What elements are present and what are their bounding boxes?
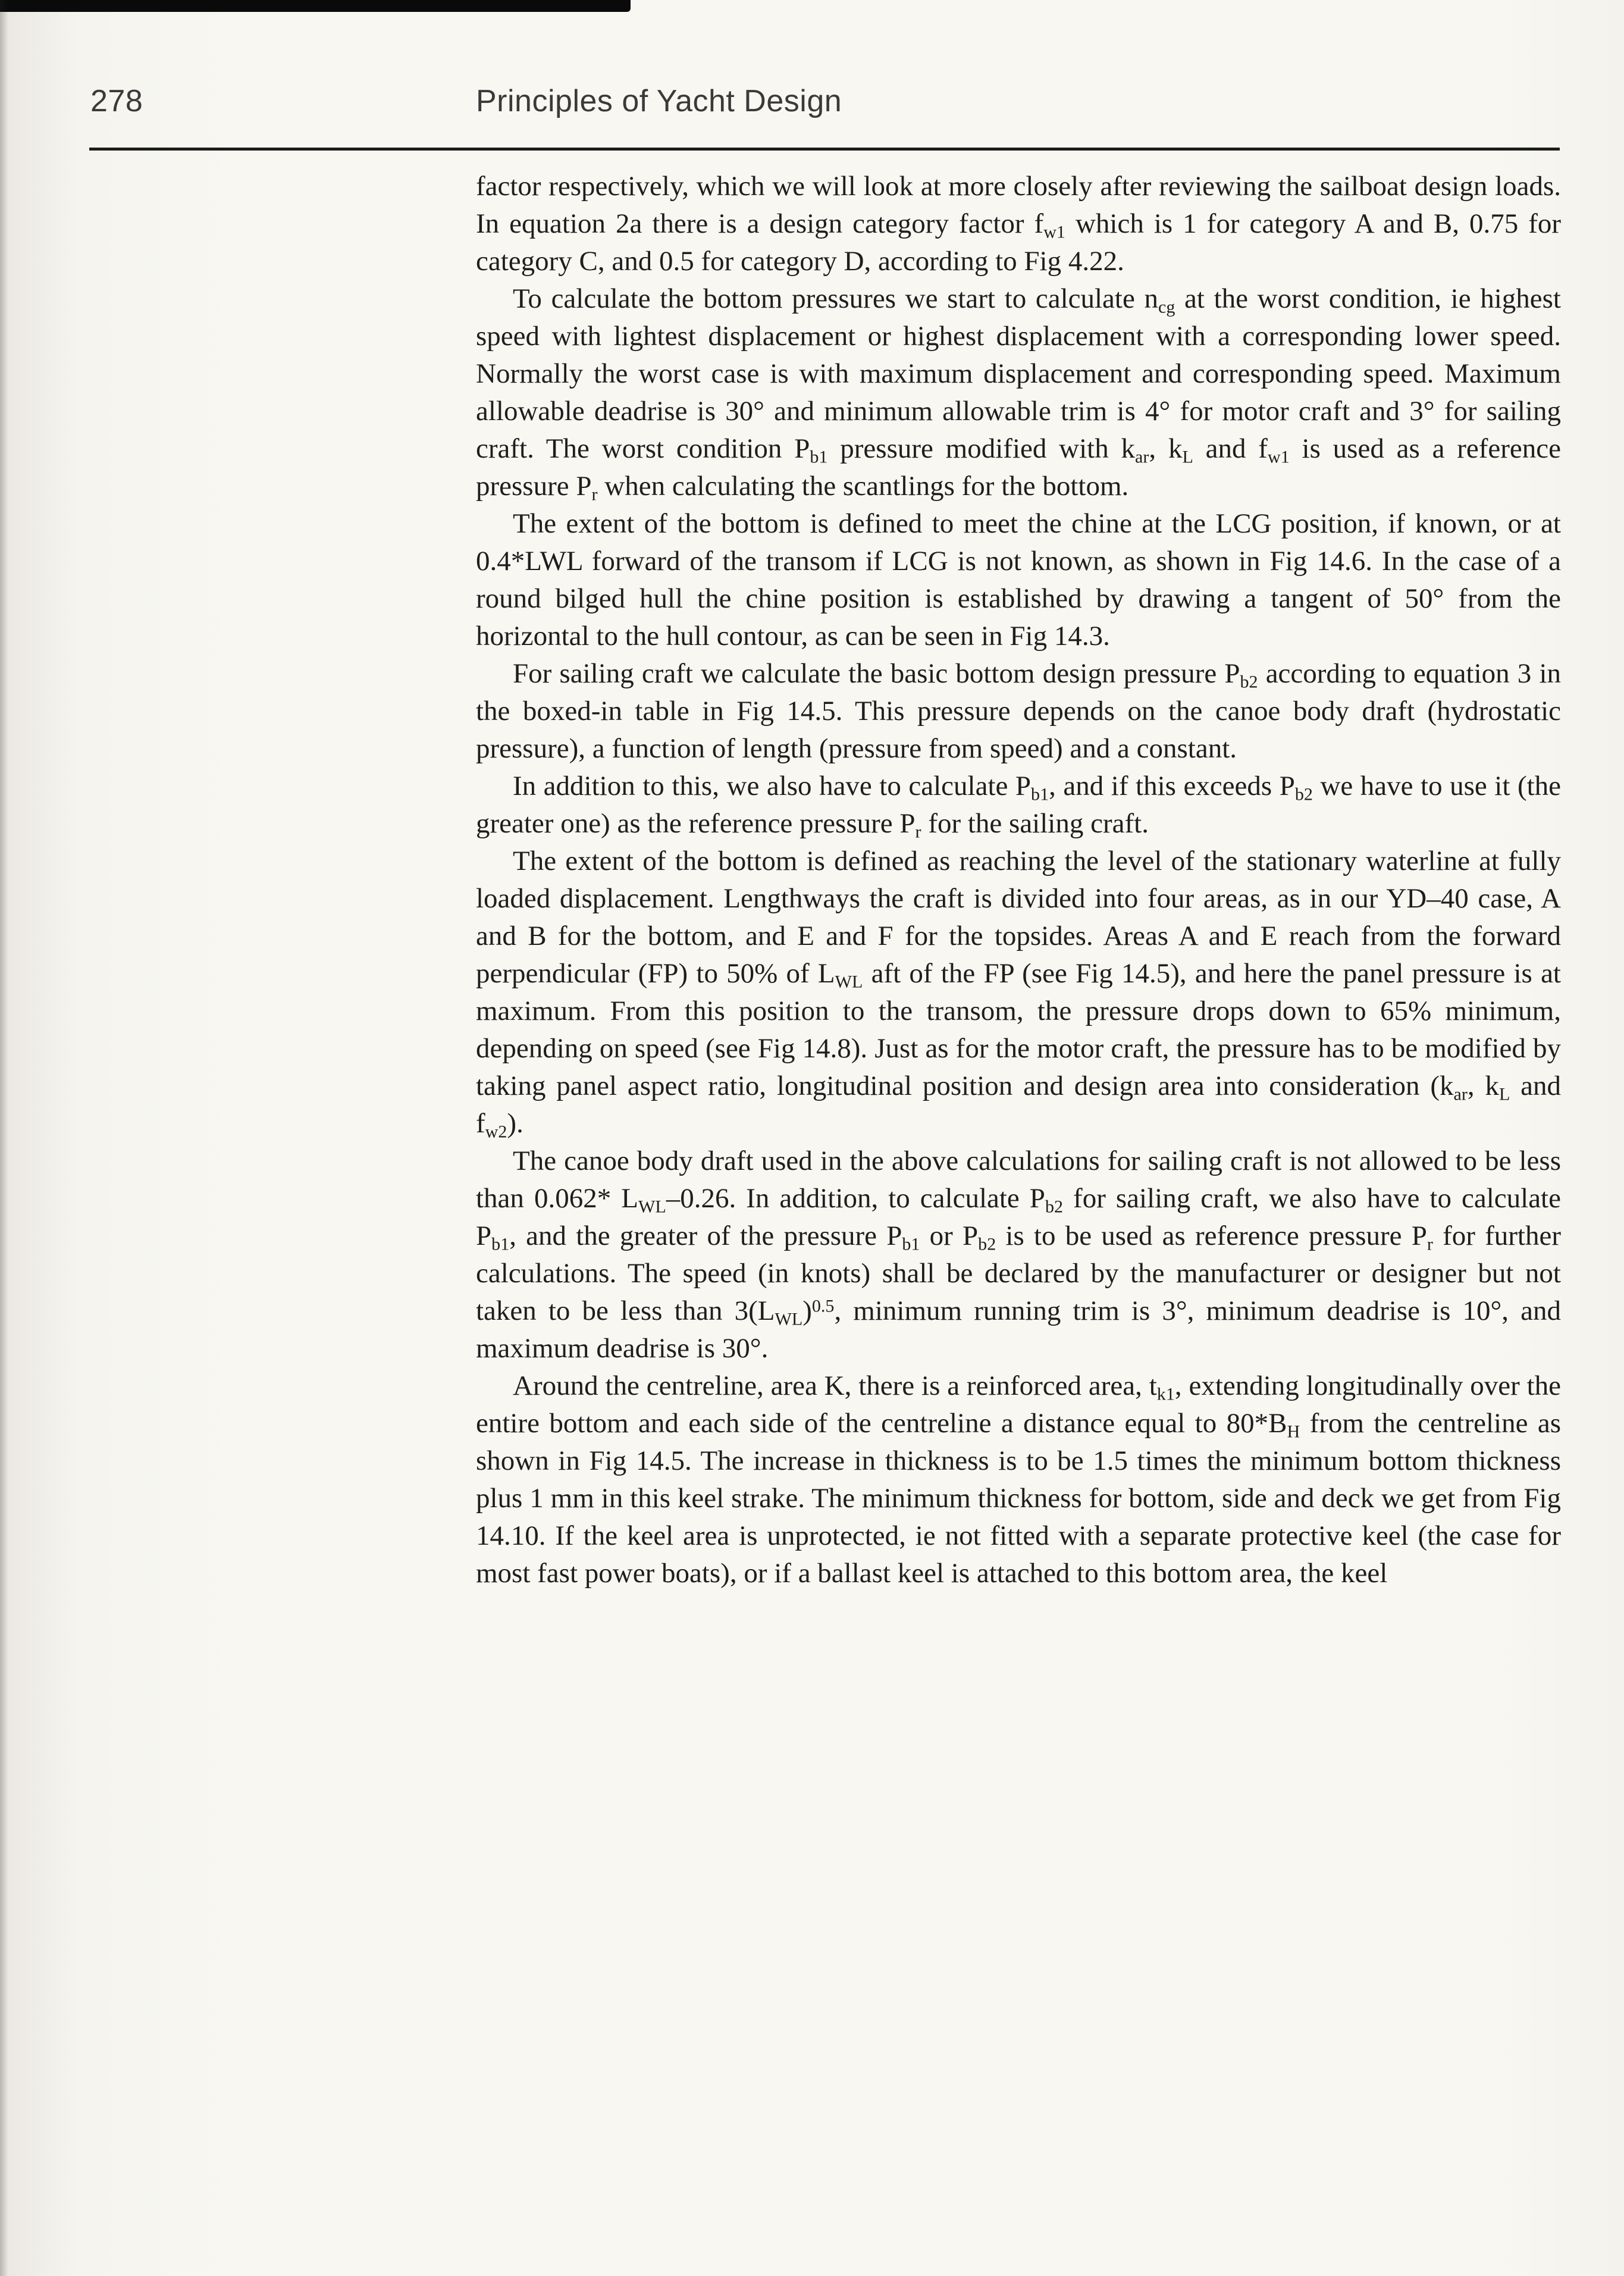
paragraph: The canoe body draft used in the above calculations for sailing craft is not allowed to be less than 0.062* $L_{WL}-0.26$. In addition, to calculate $P_{b2}$ for sailing craft, we also have to calculate $P_{b1}$, and the greater of the pressure $P_{b1}$ or $P_{b2}$ is to be used as reference pressure $P_r$ for further calculations. The speed (in knots) shall be declared by the manufacturer or designer but not taken to be less than $3(L_{WL})^{0.5}$, minimum running trim is 3°, minimum deadrise is 10°, and maximum deadrise is 30°. — [476, 1145, 1561, 1364]
paragraph: In addition to this, we also have to calculate $P_{b1}$, and if this exceeds $P_{b2}$ we have to use it (the greater one) as the reference pressure $P_r$ for the sailing craft. — [476, 771, 1562, 842]
paragraph: factor respectively, which we will look at more closely after reviewing the sailboat design loads. In equation 2a there is a design category factor $f_{w1}$ which is 1 for category A and B, 0.75 for category C, and 0.5 for category D, according to Fig 4.22. — [476, 171, 1561, 277]
header-rule — [89, 148, 1560, 151]
header-title: Principles of Yacht Design — [476, 84, 842, 118]
scan-edge-shadow — [0, 0, 8, 2276]
paragraph: The extent of the bottom is defined to meet the chine at the LCG position, if known, or at 0.4*LWL forward of the transom if LCG is not known, as shown in Fig 14.6. In the case of a round bilged hull the chine position is established by drawing a tangent of 50° from the horizontal to the hull contour, as can be seen in Fig 14.3. — [476, 508, 1561, 652]
paragraph: Around the centreline, area K, there is a reinforced area, $t_{k1}$, extending longitudinally over the entire bottom and each side of the centreline a distance equal to $80*B_H$ from the centreline as shown in Fig 14.5. The increase in thickness is to be 1.5 times the minimum bottom thickness plus 1 mm in this keel strake. The minimum thickness for bottom, side and deck we get from Fig 14.10. If the keel area is unprotected, ie not fitted with a separate protective keel (the case for most fast power boats), or if a ballast keel is attached to this bottom area, the keel — [476, 1370, 1562, 1589]
paragraph: For sailing craft we calculate the basic bottom design pressure $P_{b2}$ according to equation 3 in the boxed-in table in Fig 14.5. This pressure depends on the canoe body draft (hydrostatic pressure), a function of length (pressure from speed) and a constant. — [476, 658, 1561, 764]
page-number: 278 — [90, 84, 143, 118]
paragraph: To calculate the bottom pressures we start to calculate $n_{cg}$ at the worst condition, ie highest speed with lightest displacement or highest displacement with a corresponding lower speed. Normally the worst case is with maximum displacement and corresponding speed. Maximum allowable deadrise is 30° and minimum allowable trim is 4° for motor craft and 3° for sailing craft. The worst condition $P_{b1}$ pressure modified with $k_{ar}$, $k_L$ and $f_{w1}$ is used as a reference pressure $P_r$ when calculating the scantlings for the bottom. — [476, 283, 1562, 505]
page-body — [476, 168, 1561, 1592]
paragraph: The extent of the bottom is defined as reaching the level of the stationary waterline at fully loaded displacement. Lengthways the craft is divided into four areas, as in our YD–40 case, A and B for the bottom, and E and F for the topsides. Areas A and E reach from the forward perpendicular (FP) to 50% of $L_{WL}$ aft of the FP (see Fig 14.5), and here the panel pressure is at maximum. From this position to the transom, the pressure drops down to 65% minimum, depending on speed (see Fig 14.8). Just as for the motor craft, the pressure has to be modified by taking panel aspect ratio, longitudinal position and design area into consideration ($k_{ar}$, $k_L$ and $f_{w2}$). — [476, 846, 1561, 1142]
scan-artifact-top — [0, 0, 631, 12]
